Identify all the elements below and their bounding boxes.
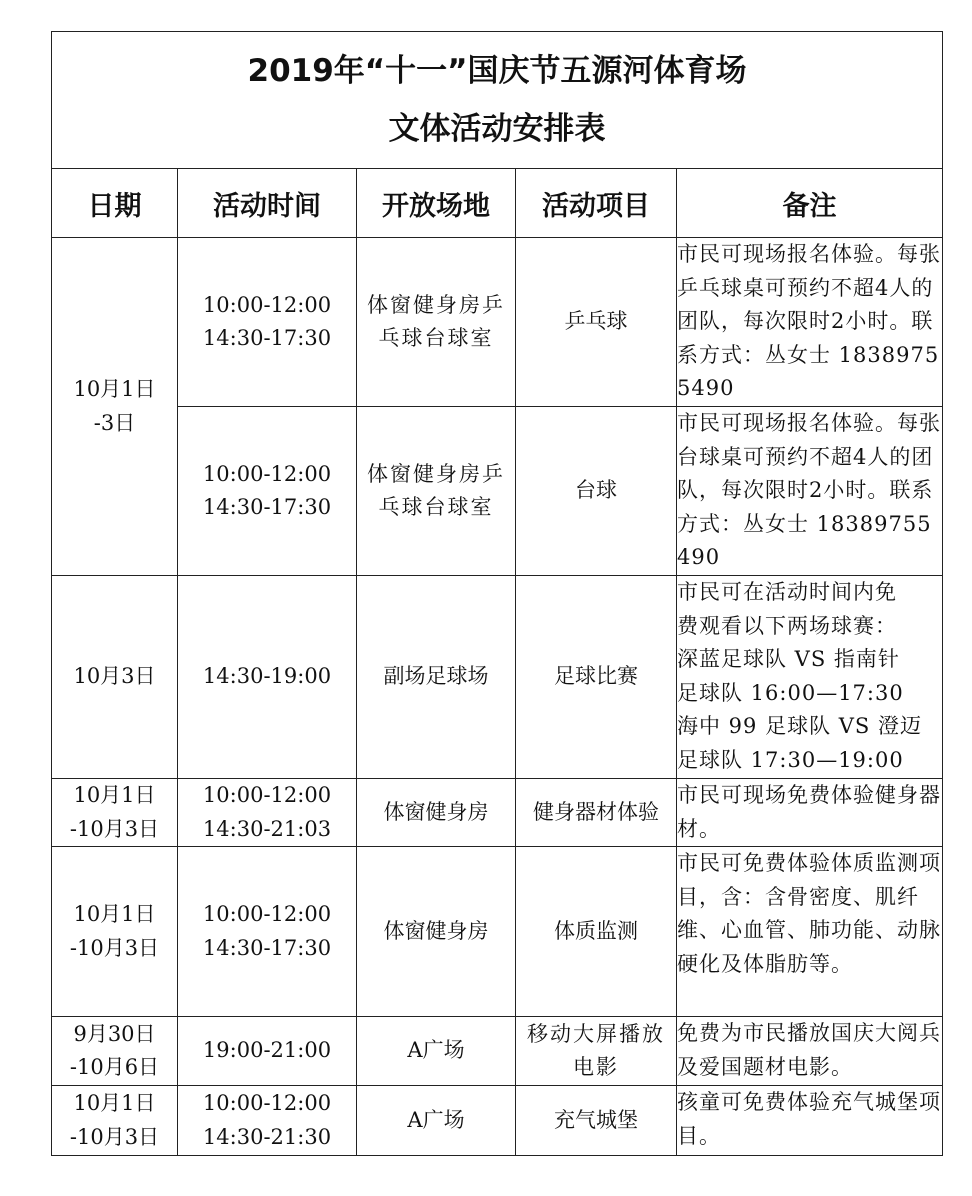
title-line-1: 2019年“十一”国庆节五源河体育场 [247,53,747,89]
col-note: 备注 [677,169,943,238]
time-cell: 19:00-21:00 [178,1017,357,1086]
schedule-table [51,31,943,1156]
time-cell: 10:00-12:00 14:30-21:03 [178,779,357,847]
venue-cell: A广场 [357,1086,516,1156]
table-row [52,576,943,779]
title-line-2: 文体活动安排表 [388,111,606,147]
col-venue: 开放场地 [357,169,516,238]
time-cell: 10:00-12:00 14:30-17:30 [178,238,357,407]
venue-cell: A广场 [357,1017,516,1086]
note-cell: 孩童可免费体验充气城堡项目。 [677,1086,943,1156]
venue-cell: 体窗健身房乒乓球台球室 [357,407,516,576]
item-cell: 乒乓球 [516,238,677,407]
time-cell: 10:00-12:00 14:30-17:30 [178,847,357,1017]
table-title [52,32,943,169]
col-item: 活动项目 [516,169,677,238]
note-cell: 市民可在活动时间内免 费观看以下两场球赛： 深蓝足球队 VS 指南针 足球队 16:00—17:30 海中 99 足球队 VS 澄迈 足球队 17:30—19:00 [677,576,943,779]
venue-cell: 体窗健身房 [357,847,516,1017]
note-cell: 市民可现场报名体验。每张乒乓球桌可预约不超4人的团队，每次限时2小时。联系方式：丛女士 18389755490 [677,238,943,407]
note-cell: 市民可现场免费体验健身器材。 [677,779,943,847]
time-cell: 14:30-19:00 [178,576,357,779]
date-cell: 10月1日 -3日 [52,238,178,576]
time-cell: 10:00-12:00 14:30-17:30 [178,407,357,576]
date-cell: 9月30日 -10月6日 [52,1017,178,1086]
table-row [52,847,943,1017]
time-cell: 10:00-12:00 14:30-21:30 [178,1086,357,1156]
venue-cell: 副场足球场 [357,576,516,779]
item-cell: 足球比赛 [516,576,677,779]
date-cell: 10月1日 -10月3日 [52,1086,178,1156]
date-cell: 10月1日 -10月3日 [52,779,178,847]
venue-cell: 体窗健身房乒乓球台球室 [357,238,516,407]
col-date: 日期 [52,169,178,238]
item-cell: 充气城堡 [516,1086,677,1156]
table-row [52,1017,943,1086]
note-cell: 免费为市民播放国庆大阅兵及爱国题材电影。 [677,1017,943,1086]
date-cell: 10月3日 [52,576,178,779]
item-cell: 体质监测 [516,847,677,1017]
date-cell: 10月1日 -10月3日 [52,847,178,1017]
venue-cell: 体窗健身房 [357,779,516,847]
header-row [52,169,943,238]
note-cell: 市民可免费体验体质监测项目，含：含骨密度、肌纤维、心血管、肺功能、动脉硬化及体脂肪等。 [677,847,943,1017]
table-row [52,1086,943,1156]
item-cell: 移动大屏播放电影 [516,1017,677,1086]
item-cell: 健身器材体验 [516,779,677,847]
table-row [52,238,943,407]
table-row [52,779,943,847]
item-cell: 台球 [516,407,677,576]
note-cell: 市民可现场报名体验。每张台球桌可预约不超4人的团队，每次限时2小时。联系方式：丛女士 18389755490 [677,407,943,576]
col-time: 活动时间 [178,169,357,238]
table-row [52,407,943,576]
